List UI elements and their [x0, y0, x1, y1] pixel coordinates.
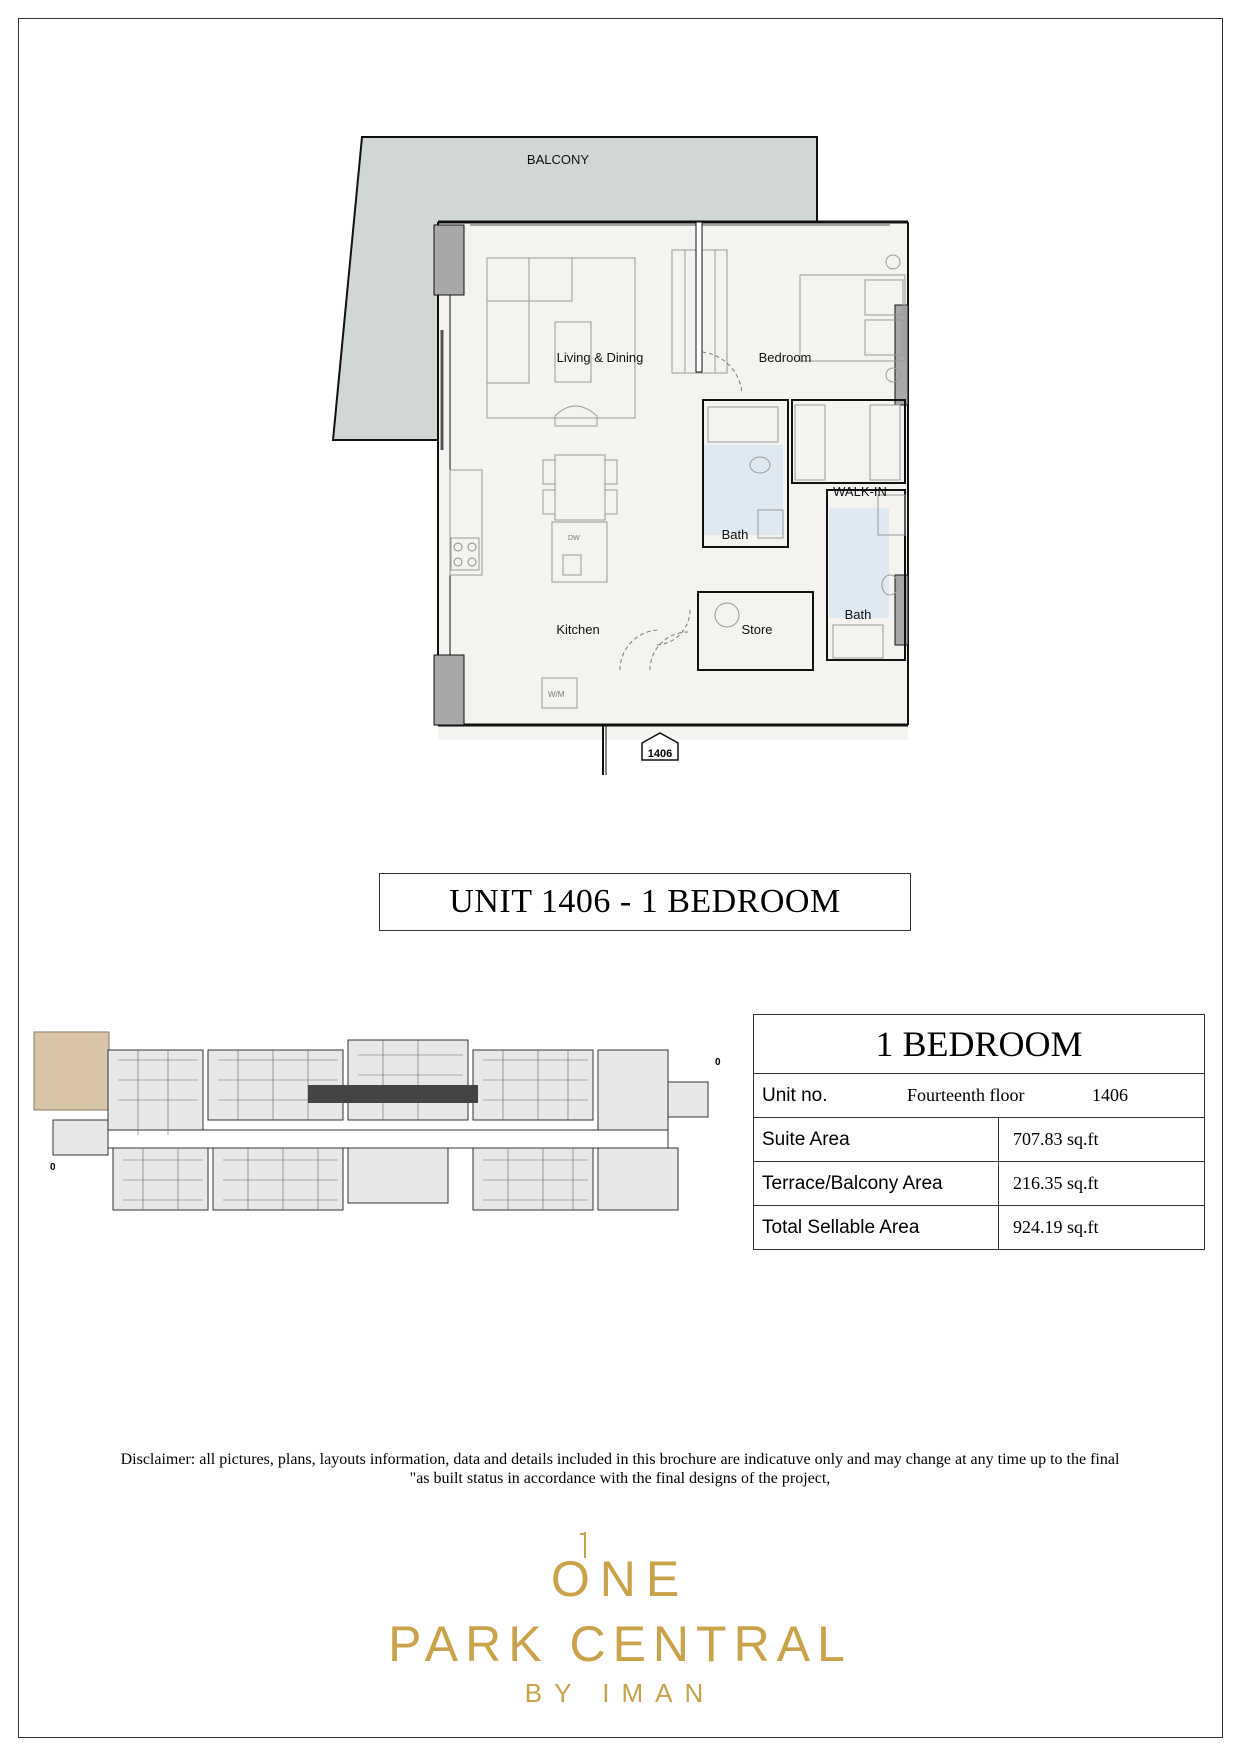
- bath-1-label: Bath: [721, 527, 749, 542]
- washing-machine-label: W/M: [548, 690, 565, 699]
- unit-floor: [438, 222, 908, 740]
- terrace-area-label: Terrace/Balcony Area: [754, 1162, 999, 1206]
- unit-floor-plan: [330, 130, 935, 780]
- floor-value: Fourteenth floor: [907, 1085, 1025, 1105]
- table-row: [754, 1118, 1205, 1162]
- logo-one: ONE: [550, 1551, 690, 1607]
- total-area-value: 924.19 sq.ft: [999, 1206, 1205, 1250]
- table-row: [754, 1162, 1205, 1206]
- column-top-left: [434, 225, 464, 295]
- store-label: Store: [741, 622, 773, 637]
- terrace-area-value: 216.35 sq.ft: [999, 1162, 1205, 1206]
- living-dining-label: Living & Dining: [556, 350, 644, 365]
- suite-area-value: 707.83 sq.ft: [999, 1118, 1205, 1162]
- unit-title: UNIT 1406 - 1 BEDROOM: [379, 873, 911, 931]
- walk-in-label: WALK-IN: [833, 484, 887, 499]
- suite-area-label: Suite Area: [754, 1118, 999, 1162]
- bedroom-label: Bedroom: [758, 350, 812, 365]
- dishwasher-label: DW: [568, 535, 580, 542]
- bath-1-tiles: [703, 445, 783, 535]
- spec-table-header: 1 BEDROOM: [754, 1015, 1205, 1074]
- bath-2-tiles: [829, 508, 889, 618]
- balcony-label: BALCONY: [526, 152, 590, 167]
- total-area-label: Total Sellable Area: [754, 1206, 999, 1250]
- brand-logo: [330, 1530, 910, 1710]
- disclaimer: [70, 1450, 1170, 1488]
- logo-by-iman: BY IMAN: [524, 1678, 716, 1708]
- disclaimer-line-1: Disclaimer: all pictures, plans, layouts information, data and details included in this brochure are indicatuve only and may change at any time up to the final: [120, 1451, 1120, 1468]
- key-plan-marker-left: 0: [50, 1162, 56, 1173]
- bath-2-label: Bath: [844, 607, 872, 622]
- key-plan-marker-right: 0: [715, 1057, 721, 1068]
- unit-number-row: [754, 1074, 1205, 1118]
- unit-tag-number: 1406: [647, 748, 673, 760]
- table-row: [754, 1206, 1205, 1250]
- disclaimer-line-2: "as built status in accordance with the final designs of the project,: [409, 1470, 831, 1487]
- unit-number-label: Unit no.: [762, 1084, 828, 1106]
- key-plan: [28, 1030, 738, 1215]
- logo-park-central: PARK CENTRAL: [388, 1616, 852, 1672]
- column-bottom-left: [434, 655, 464, 725]
- spec-table: [753, 1014, 1205, 1250]
- kitchen-label: Kitchen: [556, 622, 600, 637]
- unit-number-value: 1406: [1092, 1085, 1128, 1105]
- key-plan-highlight: [34, 1032, 109, 1110]
